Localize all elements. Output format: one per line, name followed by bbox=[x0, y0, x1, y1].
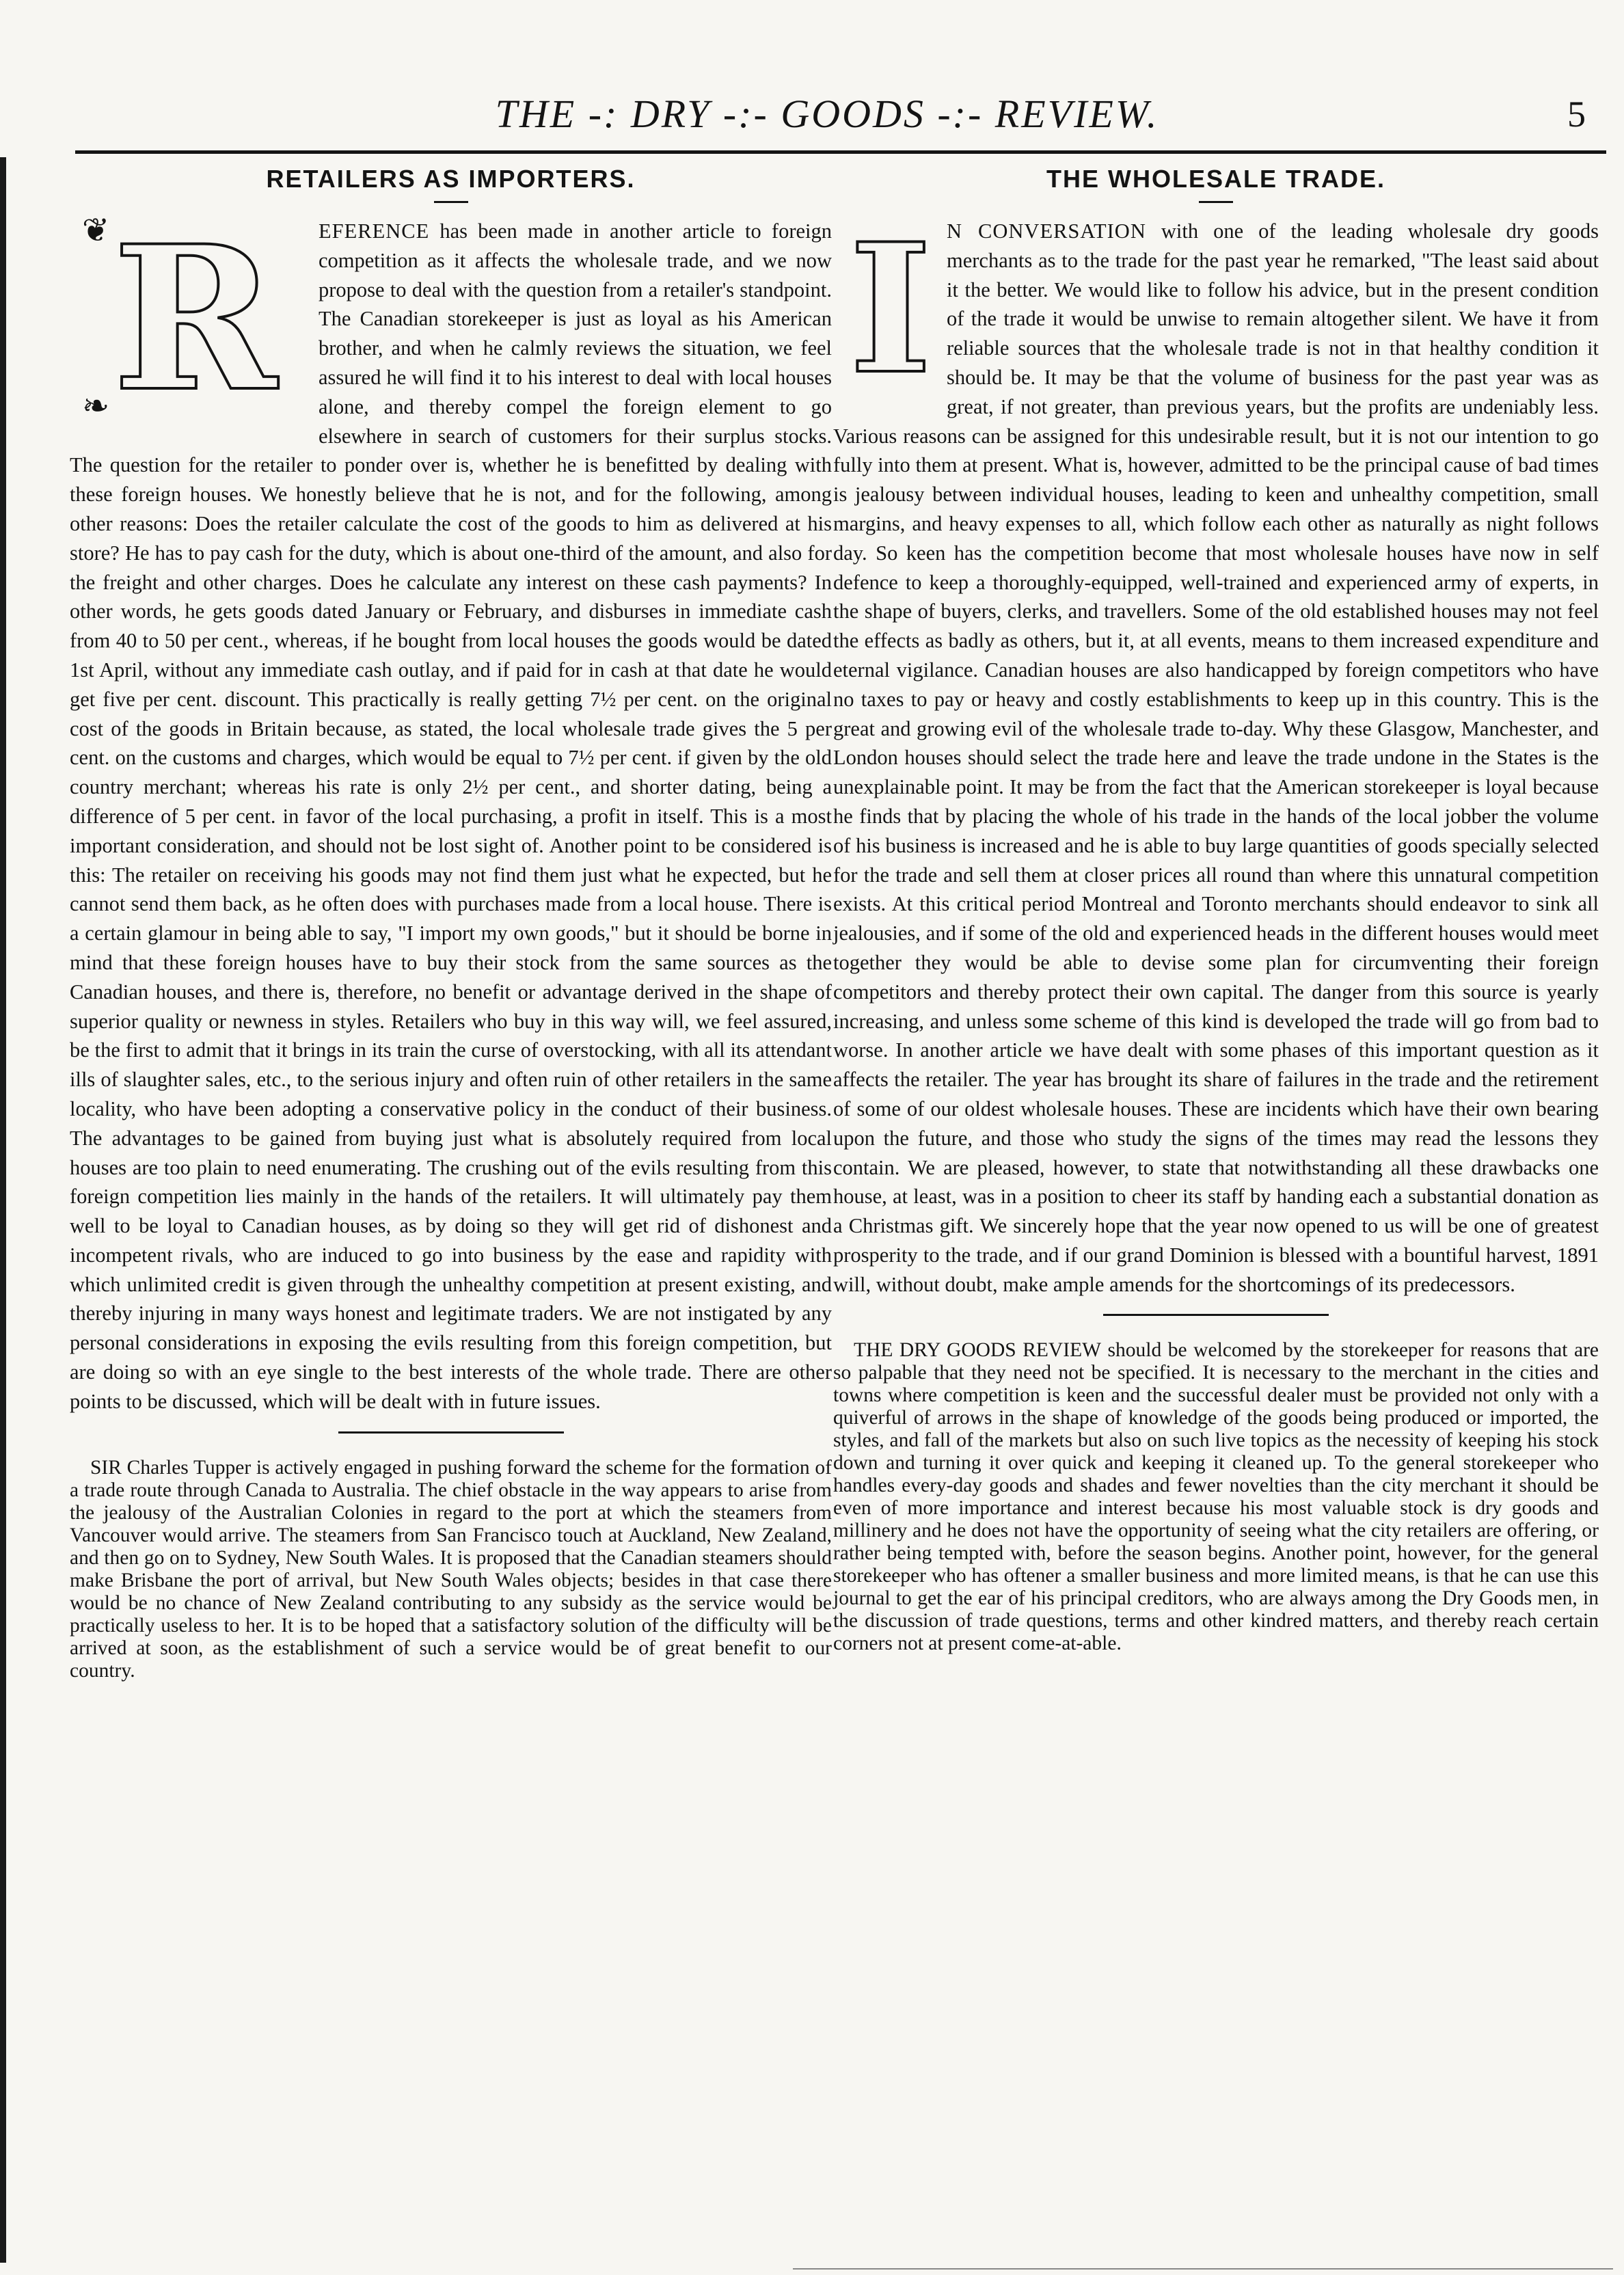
page-number: 5 bbox=[1567, 94, 1586, 135]
article-heading: RETAILERS AS IMPORTERS. bbox=[266, 165, 636, 193]
lead-words: N CONVERSATION bbox=[947, 219, 1146, 243]
body-text: has been made in another article to foreign competition as it affects the wholesale trade, and we now propose to deal with the question from a retailer's standpoint. The Canadian storekeeper is just as loyal as his American brother, and when he calmly reviews the situation, we feel assured he will find it to his interest to deal with local houses alone, and thereby compel the foreign element to go elsewhere in search of customers for their surplus stocks. The question for the retailer to ponder over is, whether he is benefitted by dealing with these foreign houses. We honestly believe that he is not, and for the following, among other reasons: Does the retailer calculate the cost of the goods to him as delivered at his store? He has to pay cash for the duty, which is about one-third of the amount, and also for the freight and other charges. Does he calculate any interest on these cash payments? In other words, he gets goods dated January or February, and disburses in immediate cash from 40 to 50 per cent., whereas, if he bought from local houses the goods would be dated 1st April, without any immediate cash outlay, and if paid for in cash at that date he would get five per cent. discount. This practically is really getting 7½ per cent. on the original cost of the goods in Britain because, as stated, the local wholesale trade gives the 5 per cent. on the customs and charges, which would be equal to 7½ per cent. if given by the old country merchant; whereas his rate is only 2½ per cent., and shorter dating, being a difference of 5 per cent. in favor of the local purchasing, a profit in itself. This is a most important consideration, and should not be lost sight of. Another point to be considered is this: The retailer on receiving his goods may not find them just what he expected, but he cannot send them back, as he often does with purchases made from a local house. There is a certain glamour in being able to say, "I import my own goods," but it should be borne in mind that these foreign houses have to buy their stock from the same sources as the Canadian houses, and there is, therefore, no benefit or advantage derived in the shape of superior quality or newness in styles. Retailers who buy in this way will, we feel assured, be the first to admit that it brings in its train the curse of overstocking, with all its attendant ills of slaughter sales, etc., to the serious injury and often ruin of other retailers in the same locality, who have been adopting a conservative policy in the conduct of their business. The advantages to be gained from buying just what is absolutely required from local houses are too plain to need enumerating. The crushing out of the evils resulting from this foreign competition lies mainly in the hands of the retailers. It will ultimately pay them well to be loyal to Canadian houses, as by doing so they will get rid of dishonest and incompetent rivals, who are induced to go into business by the ease and rapidity with which unlimited credit is given through the unhealthy competition at present existing, and thereby injuring in many ways honest and legitimate traders. We are not instigated by any personal considerations in exposing the evils resulting from this foreign competition, but are doing so with an eye single to the best interests of the whole trade. There are other points to be discussed, which will be dealt with in future issues. bbox=[70, 219, 832, 1413]
note-text: should be welcomed by the storekeeper for reasons that are so palpable that they need not be specified. It is necessary to the merchant in the cities and towns where competition is keen and the successful dealer must be provided not only with a quiverful of arrows in the shape of knowledge of the goods being produced or imported, the styles, and fall of the markets but also on such live topics as the necessity of keeping his stock down and turning it over quick and keeping it cleaned up. To the general storekeeper who handles every-day goods and shades and fewer novelties than the city merchant it should be even of more importance and interest because his most valuable stock is dry goods and millinery and he does not have the opportunity of seeing what the city retailers are offering, or rather being tempted with, before the season begins. Another point, however, for the general storekeeper who has oftener a smaller business and more limited means, is that he can use this journal to get the ear of his principal creditors, who are always among the Dry Goods men, in the discussion of trade questions, terms and other kindred matters, and thereby reach certain corners not at present come-at-able. bbox=[833, 1339, 1599, 1655]
heading-rule bbox=[1199, 201, 1233, 203]
article-heading: THE WHOLESALE TRADE. bbox=[1046, 165, 1385, 193]
article-body bbox=[833, 205, 1599, 1299]
footer-rule bbox=[793, 2268, 1613, 2270]
header-rule bbox=[75, 150, 1606, 154]
section-separator bbox=[338, 1431, 564, 1433]
flourish-ornament-icon: ❦ bbox=[82, 213, 110, 249]
masthead bbox=[41, 90, 1613, 138]
flourish-ornament-icon: ❧ bbox=[82, 388, 110, 425]
note-text: Charles Tupper is actively engaged in pushing forward the scheme for the formation of a trade route through Canada to Australia. The chief obstacle in the way appears to arise from the jealousy of the Australian Colonies in regard to the port at which the steamers from Vancouver would arrive. The steamers from San Francisco touch at Auckland, New Zealand, and then go on to Sydney, New South Wales. It is proposed that the Canadian steamers should make Brisbane the port of arrival, but New South Wales objects; besides in that case there would be no chance of New Zealand contributing to any subsidy as the service would be practically useless to her. It is to be hoped that a satisfactory solution of the difficulty will be arrived at soon, as the establishment of such a service would be of great benefit to our country. bbox=[70, 1456, 832, 1682]
note-tupper bbox=[70, 1457, 832, 1682]
column-wholesale-trade bbox=[833, 164, 1599, 1655]
publication-title: THE -: DRY -:- GOODS -:- REVIEW. bbox=[495, 92, 1159, 136]
note-lead: THE DRY GOODS REVIEW bbox=[854, 1339, 1101, 1362]
body-text: with one of the leading wholesale dry goods merchants as to the trade for the past year he remarked, "The least said about it the better. We would like to follow his advice, but in the present condition of the trade it would be unwise to remain altogether silent. We have it from reliable sources that the wholesale trade is not in that healthy condition it should be. It may be that the volume of business for the past year was as great, if not greater, than previous years, but the profits are undeniably less. Various reasons can be assigned for this undesirable result, but it is not our intention to go fully into them at present. What is, however, admitted to be the principal cause of bad times is jealousy between individual houses, leading to keen and unhealthy competition, small margins, and heavy expenses to all, which follow each other as naturally as night follows day. So keen has the competition become that most wholesale houses have now in self defence to keep a thoroughly-equipped, well-trained and experienced army of experts, in the shape of buyers, clerks, and travellers. Some of the old established houses may not feel the effects as badly as others, but it, at all events, means to them increased expenditure and eternal vigilance. Canadian houses are also handicapped by foreign competitors who have no taxes to pay or heavy and costly establishments to keep up in this country. This is the great and growing evil of the wholesale trade to-day. Why these Glasgow, Manchester, and London houses should select the trade here and leave the trade undone in the States is the unexplainable point. It may be from the fact that the American storekeeper is loyal because he finds that by placing the whole of his trade in the hands of the local jobber the volume of his business is increased and he is able to buy large quantities of goods specially selected for the trade and sell them at closer prices all round than where this unnatural competition exists. At this critical period Montreal and Toronto merchants should endeavor to sink all jealousies, and if some of the old and experienced heads in the different houses would meet together they would be able to devise some plan for circumventing their foreign competitors and thereby protect their own capital. The danger from this source is yearly increasing, and unless some scheme of this kind is developed the trade will go from bad to worse. In another article we have dealt with some phases of this important question as it affects the retailer. The year has brought its share of failures in the trade and the retirement of some of our oldest wholesale houses. These are incidents which have their own bearing upon the future, and those who study the signs of the times may read the lessons they contain. We are pleased, however, to state that notwithstanding all these drawbacks one house, at least, was in a position to cheer its staff by handing each a substantial donation as a Christmas gift. We sincerely hope that the year now opened to us will be one of greatest prosperity to the trade, and if our grand Dominion is blessed with a bountiful harvest, 1891 will, without doubt, make ample amends for the shortcomings of its predecessors. bbox=[833, 219, 1599, 1296]
column-retailers-as-importers bbox=[70, 164, 832, 1682]
initial-letter: I bbox=[849, 205, 932, 414]
note-lead: SIR bbox=[90, 1456, 122, 1479]
ornate-initial bbox=[845, 205, 936, 414]
note-dry-goods-review bbox=[833, 1339, 1599, 1655]
binding-edge bbox=[0, 157, 12, 2263]
ornate-initial bbox=[82, 203, 308, 435]
heading-rule bbox=[434, 201, 468, 203]
section-separator bbox=[1103, 1314, 1329, 1316]
lead-words: EFERENCE bbox=[319, 219, 430, 243]
initial-letter: R bbox=[112, 203, 278, 435]
